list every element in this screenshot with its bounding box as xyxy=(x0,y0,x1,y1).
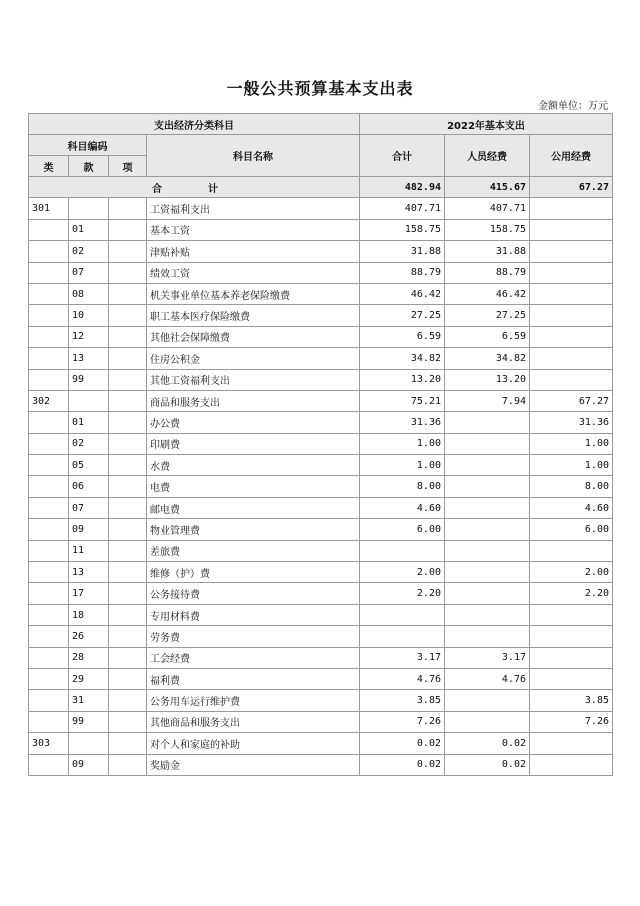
cell-kuan: 09 xyxy=(69,519,109,540)
table-row xyxy=(29,497,613,518)
cell-lei xyxy=(29,305,69,326)
cell-lei: 303 xyxy=(29,733,69,754)
table-header xyxy=(29,114,613,177)
cell-kuan: 18 xyxy=(69,604,109,625)
cell-lei xyxy=(29,626,69,647)
cell-xiang xyxy=(109,626,147,647)
cell-item-name: 专用材料费 xyxy=(147,604,360,625)
total-public: 67.27 xyxy=(530,177,613,198)
table-row xyxy=(29,540,613,561)
cell-total: 2.00 xyxy=(360,562,445,583)
cell-kuan: 13 xyxy=(69,348,109,369)
cell-personnel xyxy=(445,540,530,561)
table-row xyxy=(29,604,613,625)
cell-kuan: 11 xyxy=(69,540,109,561)
cell-item-name: 住房公积金 xyxy=(147,348,360,369)
cell-public xyxy=(530,626,613,647)
cell-personnel xyxy=(445,690,530,711)
cell-public: 1.00 xyxy=(530,455,613,476)
cell-personnel: 0.02 xyxy=(445,733,530,754)
cell-personnel xyxy=(445,455,530,476)
cell-personnel: 407.71 xyxy=(445,198,530,219)
cell-item-name: 福利费 xyxy=(147,668,360,689)
table-row xyxy=(29,390,613,411)
cell-item-name: 工资福利支出 xyxy=(147,198,360,219)
cell-personnel: 158.75 xyxy=(445,219,530,240)
cell-total: 75.21 xyxy=(360,390,445,411)
header-total: 合计 xyxy=(360,135,445,177)
amount-unit-label: 金额单位：万元 xyxy=(538,101,608,112)
cell-xiang xyxy=(109,390,147,411)
cell-public xyxy=(530,369,613,390)
cell-xiang xyxy=(109,733,147,754)
cell-personnel: 31.88 xyxy=(445,241,530,262)
cell-total: 34.82 xyxy=(360,348,445,369)
cell-total xyxy=(360,626,445,647)
cell-public xyxy=(530,283,613,304)
cell-kuan: 17 xyxy=(69,583,109,604)
cell-personnel: 3.17 xyxy=(445,647,530,668)
cell-personnel xyxy=(445,497,530,518)
table-row xyxy=(29,219,613,240)
header-public: 公用经费 xyxy=(530,135,613,177)
cell-public: 7.26 xyxy=(530,711,613,732)
cell-xiang xyxy=(109,583,147,604)
cell-total: 31.36 xyxy=(360,412,445,433)
cell-public: 31.36 xyxy=(530,412,613,433)
cell-public: 8.00 xyxy=(530,476,613,497)
cell-kuan xyxy=(69,198,109,219)
total-label: 合 计 xyxy=(29,177,360,198)
cell-total: 3.85 xyxy=(360,690,445,711)
cell-xiang xyxy=(109,283,147,304)
cell-public xyxy=(530,326,613,347)
cell-lei xyxy=(29,497,69,518)
table-row xyxy=(29,198,613,219)
cell-item-name: 津贴补贴 xyxy=(147,241,360,262)
cell-item-name: 绩效工资 xyxy=(147,262,360,283)
table-row xyxy=(29,412,613,433)
cell-xiang xyxy=(109,219,147,240)
cell-personnel: 46.42 xyxy=(445,283,530,304)
cell-kuan: 01 xyxy=(69,219,109,240)
cell-kuan: 26 xyxy=(69,626,109,647)
cell-xiang xyxy=(109,690,147,711)
cell-lei xyxy=(29,583,69,604)
cell-public xyxy=(530,754,613,775)
cell-personnel: 13.20 xyxy=(445,369,530,390)
cell-lei xyxy=(29,668,69,689)
cell-xiang xyxy=(109,519,147,540)
cell-lei: 301 xyxy=(29,198,69,219)
table-row xyxy=(29,476,613,497)
cell-total: 0.02 xyxy=(360,754,445,775)
cell-kuan: 09 xyxy=(69,754,109,775)
header-year-column: 2022年基本支出 xyxy=(360,114,613,135)
table-row xyxy=(29,754,613,775)
header-kuan: 款 xyxy=(69,156,109,177)
cell-item-name: 维修（护）费 xyxy=(147,562,360,583)
cell-lei xyxy=(29,326,69,347)
cell-xiang xyxy=(109,647,147,668)
cell-kuan xyxy=(69,390,109,411)
cell-total: 0.02 xyxy=(360,733,445,754)
cell-lei xyxy=(29,348,69,369)
header-econ-class: 支出经济分类科目 xyxy=(29,114,360,135)
cell-total: 46.42 xyxy=(360,283,445,304)
cell-public xyxy=(530,348,613,369)
cell-xiang xyxy=(109,262,147,283)
cell-lei xyxy=(29,604,69,625)
table-row xyxy=(29,562,613,583)
cell-personnel: 34.82 xyxy=(445,348,530,369)
cell-total: 13.20 xyxy=(360,369,445,390)
cell-personnel xyxy=(445,604,530,625)
cell-personnel: 0.02 xyxy=(445,754,530,775)
cell-xiang xyxy=(109,604,147,625)
cell-item-name: 物业管理费 xyxy=(147,519,360,540)
total-amount: 482.94 xyxy=(360,177,445,198)
total-row xyxy=(29,177,613,198)
cell-kuan: 29 xyxy=(69,668,109,689)
cell-xiang xyxy=(109,668,147,689)
cell-kuan: 13 xyxy=(69,562,109,583)
cell-item-name: 其他商品和服务支出 xyxy=(147,711,360,732)
cell-total: 88.79 xyxy=(360,262,445,283)
header-personnel: 人员经费 xyxy=(445,135,530,177)
table-row xyxy=(29,326,613,347)
cell-public xyxy=(530,219,613,240)
cell-xiang xyxy=(109,754,147,775)
cell-lei xyxy=(29,283,69,304)
cell-kuan: 01 xyxy=(69,412,109,433)
cell-lei xyxy=(29,369,69,390)
header-lei: 类 xyxy=(29,156,69,177)
cell-total: 31.88 xyxy=(360,241,445,262)
cell-kuan: 07 xyxy=(69,497,109,518)
cell-xiang xyxy=(109,455,147,476)
cell-lei xyxy=(29,241,69,262)
table-row xyxy=(29,348,613,369)
cell-item-name: 邮电费 xyxy=(147,497,360,518)
cell-item-name: 奖励金 xyxy=(147,754,360,775)
cell-total: 6.00 xyxy=(360,519,445,540)
cell-public xyxy=(530,647,613,668)
cell-kuan: 07 xyxy=(69,262,109,283)
cell-lei xyxy=(29,562,69,583)
cell-xiang xyxy=(109,433,147,454)
cell-kuan: 99 xyxy=(69,369,109,390)
cell-personnel xyxy=(445,711,530,732)
cell-personnel xyxy=(445,476,530,497)
cell-personnel xyxy=(445,562,530,583)
cell-personnel: 6.59 xyxy=(445,326,530,347)
cell-lei xyxy=(29,476,69,497)
cell-personnel xyxy=(445,412,530,433)
table-row xyxy=(29,668,613,689)
table-row xyxy=(29,690,613,711)
cell-kuan: 02 xyxy=(69,433,109,454)
page-title: 一般公共预算基本支出表 xyxy=(226,79,414,98)
table-body xyxy=(29,177,613,776)
cell-kuan: 02 xyxy=(69,241,109,262)
cell-lei xyxy=(29,711,69,732)
cell-item-name: 其他工资福利支出 xyxy=(147,369,360,390)
header-code-group: 科目编码 xyxy=(29,135,147,156)
table-row xyxy=(29,626,613,647)
cell-item-name: 机关事业单位基本养老保险缴费 xyxy=(147,283,360,304)
cell-total: 158.75 xyxy=(360,219,445,240)
cell-public: 2.00 xyxy=(530,562,613,583)
cell-public: 4.60 xyxy=(530,497,613,518)
cell-xiang xyxy=(109,711,147,732)
cell-lei xyxy=(29,455,69,476)
table-row xyxy=(29,647,613,668)
cell-total xyxy=(360,540,445,561)
cell-lei xyxy=(29,754,69,775)
cell-item-name: 公务接待费 xyxy=(147,583,360,604)
cell-kuan xyxy=(69,733,109,754)
cell-public: 1.00 xyxy=(530,433,613,454)
cell-lei xyxy=(29,262,69,283)
cell-item-name: 差旅费 xyxy=(147,540,360,561)
cell-xiang xyxy=(109,241,147,262)
cell-kuan: 99 xyxy=(69,711,109,732)
cell-total: 7.26 xyxy=(360,711,445,732)
cell-xiang xyxy=(109,369,147,390)
header-xiang: 项 xyxy=(109,156,147,177)
table-row xyxy=(29,733,613,754)
cell-personnel: 88.79 xyxy=(445,262,530,283)
cell-public xyxy=(530,262,613,283)
header-item-name: 科目名称 xyxy=(147,135,360,177)
table-row xyxy=(29,711,613,732)
budget-table xyxy=(28,113,613,776)
cell-kuan: 06 xyxy=(69,476,109,497)
cell-item-name: 职工基本医疗保险缴费 xyxy=(147,305,360,326)
cell-public: 67.27 xyxy=(530,390,613,411)
cell-item-name: 基本工资 xyxy=(147,219,360,240)
cell-kuan: 31 xyxy=(69,690,109,711)
cell-total: 4.60 xyxy=(360,497,445,518)
cell-item-name: 电费 xyxy=(147,476,360,497)
cell-item-name: 对个人和家庭的补助 xyxy=(147,733,360,754)
cell-personnel xyxy=(445,626,530,647)
table-row xyxy=(29,369,613,390)
cell-lei xyxy=(29,519,69,540)
cell-public xyxy=(530,241,613,262)
cell-total: 1.00 xyxy=(360,455,445,476)
cell-lei xyxy=(29,647,69,668)
cell-xiang xyxy=(109,326,147,347)
table-row xyxy=(29,241,613,262)
cell-public xyxy=(530,733,613,754)
cell-public xyxy=(530,668,613,689)
table-row xyxy=(29,433,613,454)
cell-item-name: 工会经费 xyxy=(147,647,360,668)
table-row xyxy=(29,519,613,540)
cell-public: 2.20 xyxy=(530,583,613,604)
cell-kuan: 05 xyxy=(69,455,109,476)
cell-public xyxy=(530,540,613,561)
cell-lei xyxy=(29,433,69,454)
cell-total: 3.17 xyxy=(360,647,445,668)
cell-xiang xyxy=(109,540,147,561)
cell-public: 3.85 xyxy=(530,690,613,711)
cell-public xyxy=(530,305,613,326)
cell-item-name: 水费 xyxy=(147,455,360,476)
cell-total: 4.76 xyxy=(360,668,445,689)
table-row xyxy=(29,305,613,326)
cell-personnel xyxy=(445,433,530,454)
cell-total: 8.00 xyxy=(360,476,445,497)
cell-item-name: 印刷费 xyxy=(147,433,360,454)
cell-item-name: 其他社会保障缴费 xyxy=(147,326,360,347)
cell-kuan: 08 xyxy=(69,283,109,304)
cell-personnel: 27.25 xyxy=(445,305,530,326)
cell-xiang xyxy=(109,562,147,583)
cell-lei xyxy=(29,540,69,561)
cell-lei xyxy=(29,412,69,433)
cell-total: 2.20 xyxy=(360,583,445,604)
cell-total xyxy=(360,604,445,625)
cell-lei xyxy=(29,219,69,240)
cell-kuan: 12 xyxy=(69,326,109,347)
cell-item-name: 办公费 xyxy=(147,412,360,433)
total-personnel: 415.67 xyxy=(445,177,530,198)
cell-xiang xyxy=(109,198,147,219)
cell-item-name: 劳务费 xyxy=(147,626,360,647)
cell-xiang xyxy=(109,497,147,518)
cell-lei xyxy=(29,690,69,711)
cell-personnel: 7.94 xyxy=(445,390,530,411)
cell-xiang xyxy=(109,348,147,369)
cell-item-name: 商品和服务支出 xyxy=(147,390,360,411)
cell-lei: 302 xyxy=(29,390,69,411)
cell-kuan: 10 xyxy=(69,305,109,326)
cell-xiang xyxy=(109,412,147,433)
cell-total: 1.00 xyxy=(360,433,445,454)
cell-personnel xyxy=(445,519,530,540)
table-row xyxy=(29,455,613,476)
cell-public: 6.00 xyxy=(530,519,613,540)
cell-xiang xyxy=(109,476,147,497)
cell-total: 407.71 xyxy=(360,198,445,219)
table-row xyxy=(29,283,613,304)
table-row xyxy=(29,262,613,283)
cell-public xyxy=(530,604,613,625)
cell-personnel xyxy=(445,583,530,604)
cell-kuan: 28 xyxy=(69,647,109,668)
cell-xiang xyxy=(109,305,147,326)
cell-personnel: 4.76 xyxy=(445,668,530,689)
cell-item-name: 公务用车运行维护费 xyxy=(147,690,360,711)
table-row xyxy=(29,583,613,604)
cell-total: 6.59 xyxy=(360,326,445,347)
cell-public xyxy=(530,198,613,219)
cell-total: 27.25 xyxy=(360,305,445,326)
